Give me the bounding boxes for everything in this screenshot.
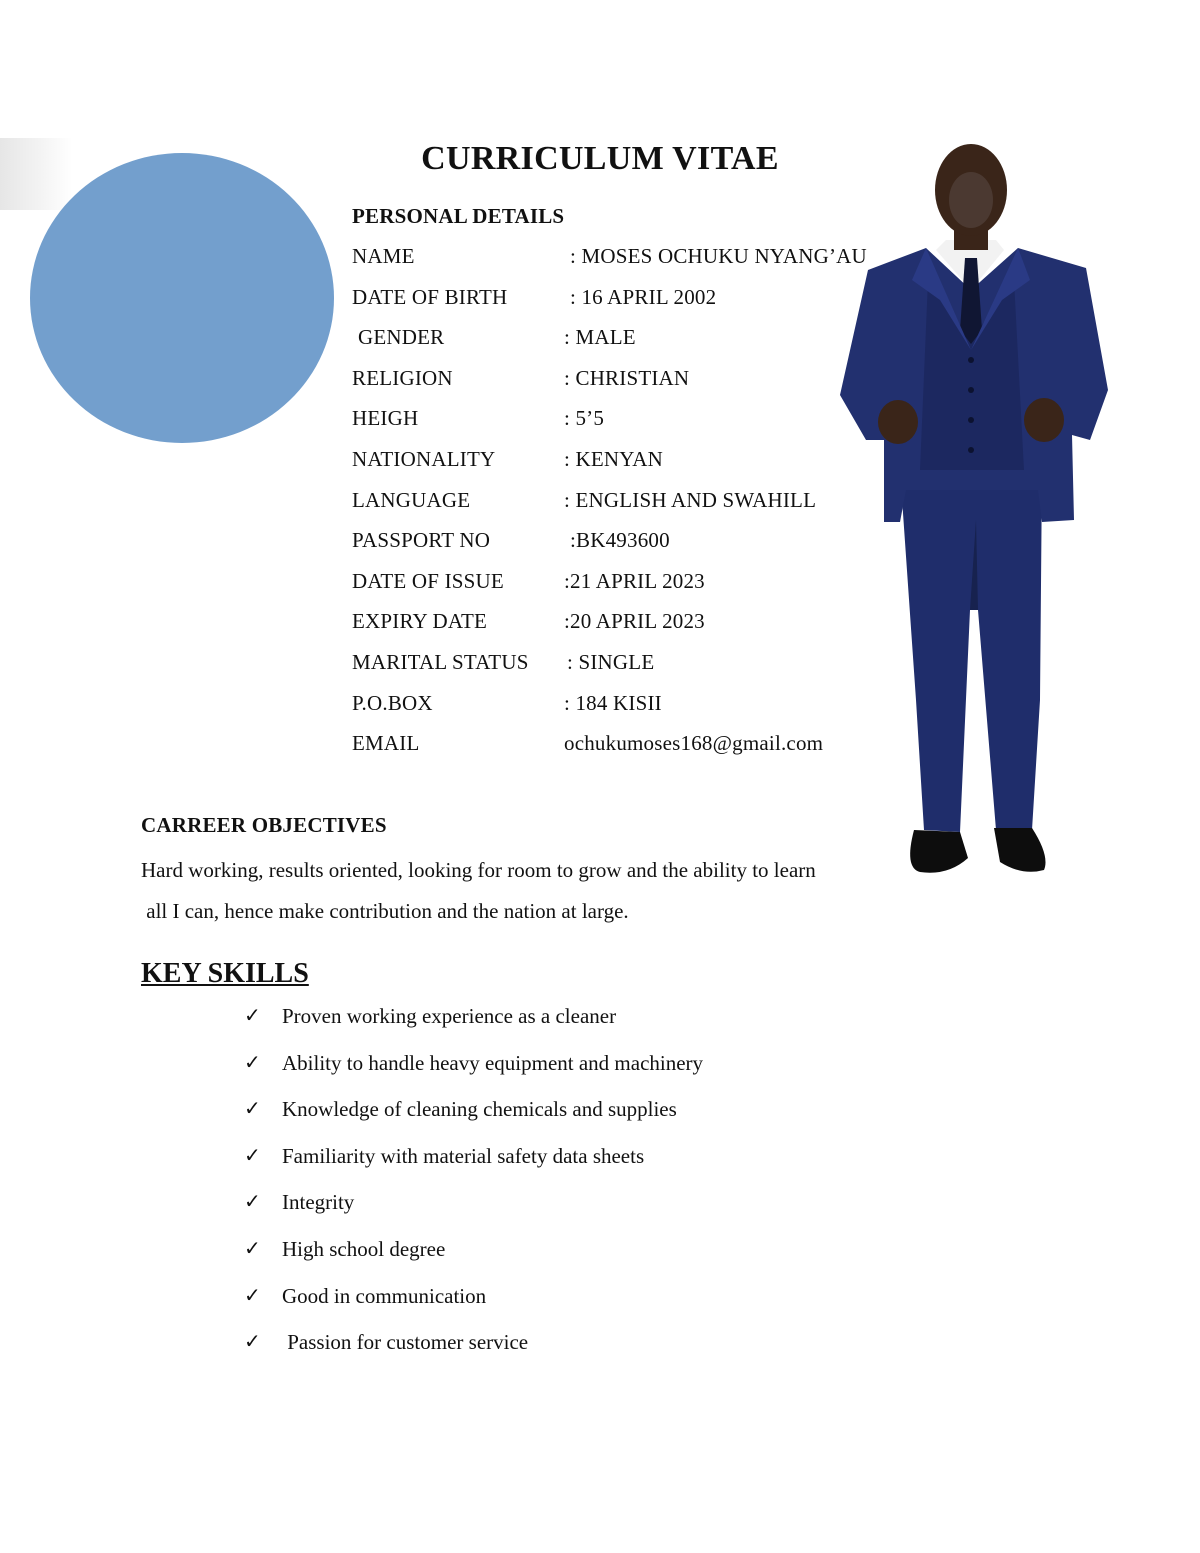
suited-man-illustration	[840, 144, 1108, 873]
email-value: ochukumoses168@gmail.com	[564, 731, 824, 756]
career-objectives-heading: CARREER OBJECTIVES	[141, 813, 387, 837]
detail-label: RELIGION	[352, 365, 453, 390]
detail-value: : KENYAN	[564, 446, 664, 471]
skill-text: Knowledge of cleaning chemicals and supplies	[282, 1097, 677, 1122]
skill-text: Proven working experience as a cleaner	[282, 1004, 617, 1028]
detail-value: : MALE	[564, 325, 636, 350]
detail-label: HEIGH	[352, 406, 419, 431]
detail-value: :BK493600	[570, 528, 670, 553]
detail-label: NATIONALITY	[352, 446, 496, 471]
detail-value: : SINGLE	[567, 649, 655, 674]
checkmark-icon: ✓	[244, 1142, 261, 1167]
detail-label: MARITAL STATUS	[352, 649, 529, 674]
checkmark-icon: ✓	[244, 1282, 261, 1307]
detail-label: EMAIL	[352, 731, 420, 756]
skill-text: Integrity	[282, 1190, 355, 1215]
checkmark-icon: ✓	[244, 1096, 261, 1121]
portrait-photo	[828, 140, 1118, 890]
checkmark-icon: ✓	[244, 1235, 261, 1260]
detail-value: : 5’5	[564, 406, 605, 431]
personal-details-heading: PERSONAL DETAILS	[352, 204, 565, 228]
checkmark-icon: ✓	[244, 1049, 261, 1074]
detail-label: PASSPORT NO	[352, 528, 491, 553]
career-objectives-text	[141, 850, 921, 932]
detail-label: DATE OF BIRTH	[352, 284, 508, 309]
objective-line-2: all I can, hence make contribution and the nation at large.	[141, 899, 629, 923]
skill-text: Familiarity with material safety data sheets	[282, 1143, 645, 1168]
detail-label: EXPIRY DATE	[352, 609, 488, 634]
detail-value: : MOSES OCHUKU NYANG’AU	[570, 244, 867, 268]
detail-value: : 16 APRIL 2002	[570, 284, 717, 309]
detail-value: : ENGLISH AND SWAHILL	[564, 487, 817, 512]
key-skills-heading: KEY SKILLS	[141, 958, 309, 989]
detail-value: : 184 KISII	[564, 690, 662, 715]
detail-label: DATE OF ISSUE	[352, 568, 504, 593]
detail-value: :21 APRIL 2023	[564, 568, 705, 593]
detail-label: P.O.BOX	[352, 690, 433, 715]
checkmark-icon: ✓	[244, 1189, 261, 1214]
skill-text: High school degree	[282, 1236, 446, 1261]
skill-text: Good in communication	[282, 1283, 487, 1308]
detail-label: GENDER	[358, 325, 445, 350]
skill-text: Passion for customer service	[282, 1330, 529, 1355]
skill-text: Ability to handle heavy equipment and machinery	[282, 1050, 704, 1075]
detail-label: NAME	[352, 244, 415, 268]
detail-label: LANGUAGE	[352, 487, 471, 512]
objective-line-1: Hard working, results oriented, looking for room to grow and the ability to learn	[141, 858, 816, 882]
photo-placeholder-circle	[30, 153, 334, 443]
checkmark-icon: ✓	[244, 1329, 261, 1354]
document-title: CURRICULUM VITAE	[421, 140, 779, 177]
detail-value: :20 APRIL 2023	[564, 609, 705, 634]
checkmark-icon: ✓	[244, 1003, 261, 1027]
corner-shade	[0, 138, 72, 210]
detail-value: : CHRISTIAN	[564, 365, 690, 390]
